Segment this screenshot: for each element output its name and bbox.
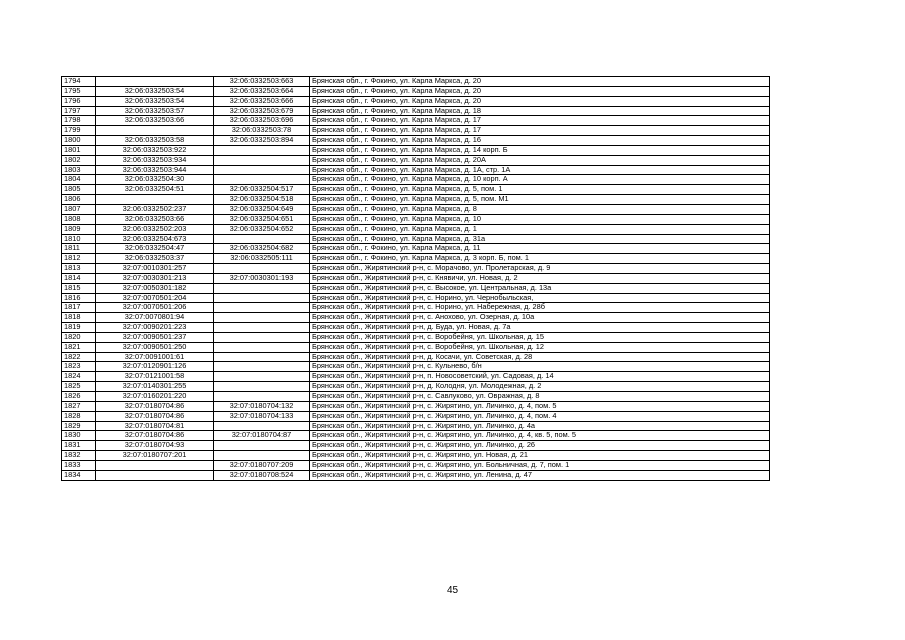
object-cadastral-number-cell bbox=[214, 421, 310, 431]
cadastral-number-cell bbox=[96, 77, 214, 87]
address-cell: Брянская обл., г. Фокино, ул. Карла Маркса, д. 3 корп. Б, пом. 1 bbox=[310, 254, 770, 264]
cadastral-number-cell: 32:07:0160201:220 bbox=[96, 392, 214, 402]
cadastral-number-cell: 32:07:0180704:86 bbox=[96, 431, 214, 441]
address-cell: Брянская обл., Жирятинский р-н, с. Высокое, ул. Центральная, д. 13а bbox=[310, 283, 770, 293]
row-number-cell: 1816 bbox=[62, 293, 96, 303]
table-row bbox=[62, 77, 770, 87]
table-row bbox=[62, 372, 770, 382]
cadastral-number-cell: 32:06:0332504:47 bbox=[96, 244, 214, 254]
object-cadastral-number-cell bbox=[214, 283, 310, 293]
row-number-cell: 1809 bbox=[62, 224, 96, 234]
table-row bbox=[62, 195, 770, 205]
row-number-cell: 1817 bbox=[62, 303, 96, 313]
row-number-cell: 1822 bbox=[62, 352, 96, 362]
object-cadastral-number-cell: 32:06:0332505:111 bbox=[214, 254, 310, 264]
row-number-cell: 1796 bbox=[62, 96, 96, 106]
property-table bbox=[61, 76, 770, 481]
cadastral-number-cell: 32:06:0332503:54 bbox=[96, 96, 214, 106]
cadastral-number-cell: 32:07:0070501:206 bbox=[96, 303, 214, 313]
address-cell: Брянская обл., г. Фокино, ул. Карла Маркса, д. 10 bbox=[310, 214, 770, 224]
address-cell: Брянская обл., Жирятинский р-н, с. Воробейня, ул. Школьная, д. 12 bbox=[310, 342, 770, 352]
cadastral-number-cell: 32:06:0332502:237 bbox=[96, 204, 214, 214]
address-cell: Брянская обл., Жирятинский р-н, с. Жирятино, ул. Больничная, д. 7, пом. 1 bbox=[310, 460, 770, 470]
cadastral-number-cell: 32:06:0332503:922 bbox=[96, 145, 214, 155]
address-cell: Брянская обл., г. Фокино, ул. Карла Маркса, д. 20А bbox=[310, 155, 770, 165]
row-number-cell: 1818 bbox=[62, 313, 96, 323]
table-row bbox=[62, 96, 770, 106]
object-cadastral-number-cell: 32:07:0180704:87 bbox=[214, 431, 310, 441]
row-number-cell: 1814 bbox=[62, 273, 96, 283]
object-cadastral-number-cell bbox=[214, 175, 310, 185]
row-number-cell: 1815 bbox=[62, 283, 96, 293]
table-row bbox=[62, 165, 770, 175]
object-cadastral-number-cell: 32:06:0332504:649 bbox=[214, 204, 310, 214]
cadastral-number-cell: 32:07:0180707:201 bbox=[96, 451, 214, 461]
object-cadastral-number-cell: 32:07:0180704:132 bbox=[214, 401, 310, 411]
table-row bbox=[62, 401, 770, 411]
cadastral-number-cell: 32:07:0010301:257 bbox=[96, 264, 214, 274]
row-number-cell: 1807 bbox=[62, 204, 96, 214]
object-cadastral-number-cell: 32:06:0332504:518 bbox=[214, 195, 310, 205]
table-row bbox=[62, 441, 770, 451]
cadastral-number-cell: 32:06:0332503:944 bbox=[96, 165, 214, 175]
address-cell: Брянская обл., Жирятинский р-н, с. Жирятино, ул. Личинко, д. 26 bbox=[310, 441, 770, 451]
row-number-cell: 1820 bbox=[62, 332, 96, 342]
table-row bbox=[62, 362, 770, 372]
object-cadastral-number-cell: 32:06:0332504:517 bbox=[214, 185, 310, 195]
cadastral-number-cell: 32:07:0180704:81 bbox=[96, 421, 214, 431]
row-number-cell: 1801 bbox=[62, 145, 96, 155]
table-row bbox=[62, 204, 770, 214]
address-cell: Брянская обл., г. Фокино, ул. Карла Маркса, д. 20 bbox=[310, 77, 770, 87]
object-cadastral-number-cell: 32:06:0332503:666 bbox=[214, 96, 310, 106]
row-number-cell: 1797 bbox=[62, 106, 96, 116]
object-cadastral-number-cell: 32:07:0180708:524 bbox=[214, 470, 310, 480]
table-row bbox=[62, 86, 770, 96]
table-row bbox=[62, 126, 770, 136]
table-row bbox=[62, 352, 770, 362]
object-cadastral-number-cell bbox=[214, 352, 310, 362]
row-number-cell: 1828 bbox=[62, 411, 96, 421]
table-row bbox=[62, 224, 770, 234]
address-cell: Брянская обл., г. Фокино, ул. Карла Маркса, д. 1А, стр. 1А bbox=[310, 165, 770, 175]
object-cadastral-number-cell bbox=[214, 342, 310, 352]
object-cadastral-number-cell: 32:06:0332503:679 bbox=[214, 106, 310, 116]
cadastral-number-cell: 32:06:0332503:58 bbox=[96, 136, 214, 146]
row-number-cell: 1830 bbox=[62, 431, 96, 441]
address-cell: Брянская обл., г. Фокино, ул. Карла Маркса, д. 16 bbox=[310, 136, 770, 146]
address-cell: Брянская обл., Жирятинский р-н, с. Жирятино, ул. Личинко, д. 4, кв. 5, пом. 5 bbox=[310, 431, 770, 441]
cadastral-number-cell: 32:06:0332502:203 bbox=[96, 224, 214, 234]
cadastral-number-cell: 32:07:0091001:61 bbox=[96, 352, 214, 362]
table-row bbox=[62, 342, 770, 352]
table-row bbox=[62, 254, 770, 264]
row-number-cell: 1819 bbox=[62, 323, 96, 333]
address-cell: Брянская обл., г. Фокино, ул. Карла Маркса, д. 31а bbox=[310, 234, 770, 244]
cadastral-number-cell: 32:07:0120901:126 bbox=[96, 362, 214, 372]
object-cadastral-number-cell: 32:06:0332503:696 bbox=[214, 116, 310, 126]
cadastral-number-cell: 32:07:0090201:223 bbox=[96, 323, 214, 333]
table-body bbox=[62, 77, 770, 481]
table-row bbox=[62, 106, 770, 116]
cadastral-number-cell bbox=[96, 460, 214, 470]
cadastral-number-cell bbox=[96, 126, 214, 136]
row-number-cell: 1832 bbox=[62, 451, 96, 461]
address-cell: Брянская обл., г. Фокино, ул. Карла Маркса, д. 11 bbox=[310, 244, 770, 254]
table-row bbox=[62, 136, 770, 146]
address-cell: Брянская обл., г. Фокино, ул. Карла Маркса, д. 14 корп. Б bbox=[310, 145, 770, 155]
row-number-cell: 1812 bbox=[62, 254, 96, 264]
address-cell: Брянская обл., Жирятинский р-н, д. Колодня, ул. Молодежная, д. 2 bbox=[310, 382, 770, 392]
cadastral-number-cell: 32:07:0090501:250 bbox=[96, 342, 214, 352]
table-row bbox=[62, 323, 770, 333]
address-cell: Брянская обл., Жирятинский р-н, с. Жирятино, ул. Личинко, д. 4, пом. 4 bbox=[310, 411, 770, 421]
table-row bbox=[62, 234, 770, 244]
table-row bbox=[62, 214, 770, 224]
object-cadastral-number-cell bbox=[214, 451, 310, 461]
row-number-cell: 1802 bbox=[62, 155, 96, 165]
table-row bbox=[62, 145, 770, 155]
address-cell: Брянская обл., Жирятинский р-н, с. Жирятино, ул. Личинко, д. 4а bbox=[310, 421, 770, 431]
table-row bbox=[62, 470, 770, 480]
object-cadastral-number-cell bbox=[214, 372, 310, 382]
object-cadastral-number-cell: 32:06:0332504:682 bbox=[214, 244, 310, 254]
row-number-cell: 1806 bbox=[62, 195, 96, 205]
address-cell: Брянская обл., Жирятинский р-н, с. Кульнево, б/н bbox=[310, 362, 770, 372]
address-cell: Брянская обл., г. Фокино, ул. Карла Маркса, д. 17 bbox=[310, 116, 770, 126]
object-cadastral-number-cell: 32:06:0332503:664 bbox=[214, 86, 310, 96]
table-row bbox=[62, 313, 770, 323]
table-row bbox=[62, 382, 770, 392]
object-cadastral-number-cell: 32:07:0180707:209 bbox=[214, 460, 310, 470]
cadastral-number-cell: 32:06:0332503:66 bbox=[96, 116, 214, 126]
address-cell: Брянская обл., г. Фокино, ул. Карла Маркса, д. 5, пом. 1 bbox=[310, 185, 770, 195]
address-cell: Брянская обл., г. Фокино, ул. Карла Маркса, д. 10 корп. А bbox=[310, 175, 770, 185]
cadastral-number-cell: 32:07:0180704:86 bbox=[96, 411, 214, 421]
object-cadastral-number-cell bbox=[214, 332, 310, 342]
address-cell: Брянская обл., г. Фокино, ул. Карла Маркса, д. 18 bbox=[310, 106, 770, 116]
object-cadastral-number-cell: 32:06:0332503:663 bbox=[214, 77, 310, 87]
object-cadastral-number-cell bbox=[214, 264, 310, 274]
row-number-cell: 1805 bbox=[62, 185, 96, 195]
row-number-cell: 1799 bbox=[62, 126, 96, 136]
address-cell: Брянская обл., г. Фокино, ул. Карла Маркса, д. 17 bbox=[310, 126, 770, 136]
page-number: 45 bbox=[446, 585, 459, 596]
cadastral-number-cell: 32:06:0332503:54 bbox=[96, 86, 214, 96]
row-number-cell: 1834 bbox=[62, 470, 96, 480]
row-number-cell: 1821 bbox=[62, 342, 96, 352]
table-row bbox=[62, 155, 770, 165]
row-number-cell: 1795 bbox=[62, 86, 96, 96]
address-cell: Брянская обл., Жирятинский р-н, с. Анохово, ул. Озерная, д. 10а bbox=[310, 313, 770, 323]
row-number-cell: 1833 bbox=[62, 460, 96, 470]
address-cell: Брянская обл., Жирятинский р-н, с. Воробейня, ул. Школьная, д. 15 bbox=[310, 332, 770, 342]
row-number-cell: 1804 bbox=[62, 175, 96, 185]
cadastral-number-cell: 32:07:0070501:204 bbox=[96, 293, 214, 303]
table-row bbox=[62, 175, 770, 185]
address-cell: Брянская обл., г. Фокино, ул. Карла Маркса, д. 1 bbox=[310, 224, 770, 234]
object-cadastral-number-cell bbox=[214, 313, 310, 323]
cadastral-number-cell: 32:06:0332504:51 bbox=[96, 185, 214, 195]
object-cadastral-number-cell bbox=[214, 155, 310, 165]
cadastral-number-cell: 32:07:0050301:182 bbox=[96, 283, 214, 293]
cadastral-number-cell: 32:06:0332503:66 bbox=[96, 214, 214, 224]
address-cell: Брянская обл., г. Фокино, ул. Карла Маркса, д. 5, пом. М1 bbox=[310, 195, 770, 205]
cadastral-number-cell: 32:07:0030301:213 bbox=[96, 273, 214, 283]
table-row bbox=[62, 421, 770, 431]
cadastral-number-cell: 32:07:0180704:93 bbox=[96, 441, 214, 451]
row-number-cell: 1829 bbox=[62, 421, 96, 431]
address-cell: Брянская обл., Жирятинский р-н, с. Княвичи, ул. Новая, д. 2 bbox=[310, 273, 770, 283]
table-row bbox=[62, 273, 770, 283]
table-row bbox=[62, 244, 770, 254]
row-number-cell: 1813 bbox=[62, 264, 96, 274]
table-row bbox=[62, 293, 770, 303]
row-number-cell: 1798 bbox=[62, 116, 96, 126]
cadastral-number-cell: 32:06:0332503:934 bbox=[96, 155, 214, 165]
cadastral-number-cell: 32:07:0070801:94 bbox=[96, 313, 214, 323]
object-cadastral-number-cell: 32:07:0180704:133 bbox=[214, 411, 310, 421]
cadastral-number-cell: 32:07:0121001:58 bbox=[96, 372, 214, 382]
object-cadastral-number-cell: 32:07:0030301:193 bbox=[214, 273, 310, 283]
cadastral-number-cell: 32:06:0332503:57 bbox=[96, 106, 214, 116]
object-cadastral-number-cell bbox=[214, 362, 310, 372]
address-cell: Брянская обл., Жирятинский р-н, с. Жирятино, ул. Новая, д. 21 bbox=[310, 451, 770, 461]
address-cell: Брянская обл., Жирятинский р-н, с. Жирятино, ул. Личинко, д. 4, пом. 5 bbox=[310, 401, 770, 411]
cadastral-number-cell: 32:07:0140301:255 bbox=[96, 382, 214, 392]
object-cadastral-number-cell bbox=[214, 293, 310, 303]
table-row bbox=[62, 332, 770, 342]
row-number-cell: 1826 bbox=[62, 392, 96, 402]
object-cadastral-number-cell: 32:06:0332503:78 bbox=[214, 126, 310, 136]
object-cadastral-number-cell bbox=[214, 234, 310, 244]
row-number-cell: 1823 bbox=[62, 362, 96, 372]
table-row bbox=[62, 451, 770, 461]
cadastral-number-cell bbox=[96, 195, 214, 205]
object-cadastral-number-cell bbox=[214, 303, 310, 313]
table-row bbox=[62, 303, 770, 313]
address-cell: Брянская обл., Жирятинский р-н, с. Норино, ул. Чернобыльская, bbox=[310, 293, 770, 303]
object-cadastral-number-cell: 32:06:0332504:651 bbox=[214, 214, 310, 224]
row-number-cell: 1810 bbox=[62, 234, 96, 244]
address-cell: Брянская обл., Жирятинский р-н, п. Новосоветский, ул. Садовая, д. 14 bbox=[310, 372, 770, 382]
address-cell: Брянская обл., г. Фокино, ул. Карла Маркса, д. 8 bbox=[310, 204, 770, 214]
table-row bbox=[62, 392, 770, 402]
cadastral-number-cell: 32:07:0180704:86 bbox=[96, 401, 214, 411]
object-cadastral-number-cell bbox=[214, 323, 310, 333]
address-cell: Брянская обл., Жирятинский р-н, с. Жирятино, ул. Ленина, д. 47 bbox=[310, 470, 770, 480]
address-cell: Брянская обл., Жирятинский р-н, с. Савлуково, ул. Овражная, д. 8 bbox=[310, 392, 770, 402]
cadastral-number-cell: 32:06:0332504:30 bbox=[96, 175, 214, 185]
row-number-cell: 1831 bbox=[62, 441, 96, 451]
object-cadastral-number-cell bbox=[214, 382, 310, 392]
cadastral-number-cell: 32:07:0090501:237 bbox=[96, 332, 214, 342]
table-row bbox=[62, 431, 770, 441]
table-row bbox=[62, 185, 770, 195]
row-number-cell: 1824 bbox=[62, 372, 96, 382]
object-cadastral-number-cell: 32:06:0332504:652 bbox=[214, 224, 310, 234]
table-row bbox=[62, 116, 770, 126]
cadastral-number-cell: 32:06:0332504:673 bbox=[96, 234, 214, 244]
table-row bbox=[62, 411, 770, 421]
row-number-cell: 1794 bbox=[62, 77, 96, 87]
row-number-cell: 1827 bbox=[62, 401, 96, 411]
object-cadastral-number-cell bbox=[214, 145, 310, 155]
address-cell: Брянская обл., г. Фокино, ул. Карла Маркса, д. 20 bbox=[310, 96, 770, 106]
object-cadastral-number-cell bbox=[214, 441, 310, 451]
address-cell: Брянская обл., Жирятинский р-н, с. Морачово, ул. Пролетарская, д. 9 bbox=[310, 264, 770, 274]
address-cell: Брянская обл., Жирятинский р-н, д. Косачи, ул. Советская, д. 28 bbox=[310, 352, 770, 362]
table-row bbox=[62, 264, 770, 274]
row-number-cell: 1825 bbox=[62, 382, 96, 392]
table-row bbox=[62, 283, 770, 293]
address-cell: Брянская обл., Жирятинский р-н, с. Норино, ул. Набережная, д. 28б bbox=[310, 303, 770, 313]
address-cell: Брянская обл., г. Фокино, ул. Карла Маркса, д. 20 bbox=[310, 86, 770, 96]
object-cadastral-number-cell bbox=[214, 392, 310, 402]
object-cadastral-number-cell bbox=[214, 165, 310, 175]
object-cadastral-number-cell: 32:06:0332503:894 bbox=[214, 136, 310, 146]
table-row bbox=[62, 460, 770, 470]
address-cell: Брянская обл., Жирятинский р-н, д. Буда, ул. Новая, д. 7а bbox=[310, 323, 770, 333]
row-number-cell: 1803 bbox=[62, 165, 96, 175]
row-number-cell: 1811 bbox=[62, 244, 96, 254]
row-number-cell: 1808 bbox=[62, 214, 96, 224]
cadastral-number-cell bbox=[96, 470, 214, 480]
cadastral-number-cell: 32:06:0332503:37 bbox=[96, 254, 214, 264]
row-number-cell: 1800 bbox=[62, 136, 96, 146]
